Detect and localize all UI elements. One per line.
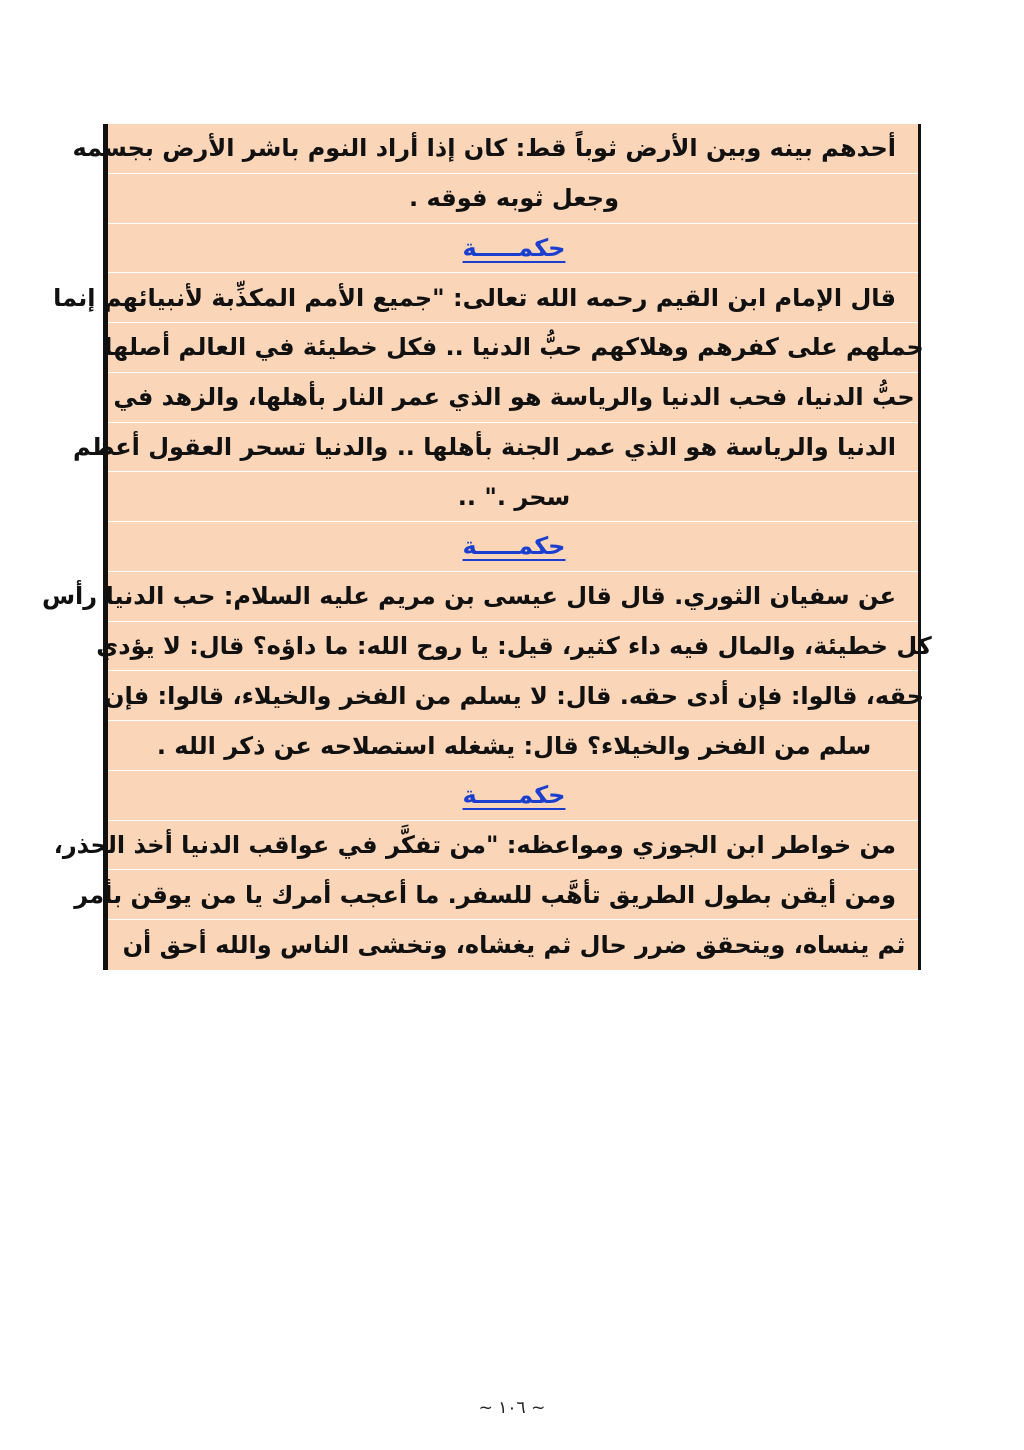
line-text: حبُّ الدنيا، فحب الدنيا والرياسة هو الذي عمر النار بأهلها، والزهد في: [113, 383, 915, 412]
text-line: [103, 671, 925, 721]
text-line: [74, 870, 918, 920]
line-text: ثم ينساه، ويتحقق ضرر حال ثم يغشاه، وتخشى الناس والله أحق أن: [122, 931, 906, 960]
line-text: من خواطر ابن الجوزي ومواعظه: "من تفكَّر في عواقب الدنيا أخذ الحذر،: [53, 831, 896, 860]
text-panel: [41, 124, 932, 970]
text-line: [53, 821, 918, 871]
line-text: الدنيا والرياسة هو الذي عمر الجنة بأهلها .. والدنيا تسحر العقول أعظم: [73, 432, 896, 461]
heading-link[interactable]: حكمـــــة: [462, 532, 566, 561]
line-text: حقه، قالوا: فإن أدى حقه. قال: لا يسلم من الفخر والخيلاء، قالوا: فإن: [103, 681, 925, 710]
line-text: وجعل ثوبه فوقه .: [408, 184, 620, 213]
section-heading[interactable]: [108, 224, 918, 274]
line-text: أحدهم بينه وبين الأرض ثوباً قط: كان إذا أراد النوم باشر الأرض بجسمه: [72, 134, 896, 163]
line-text: حملهم على كفرهم وهلاكهم حبُّ الدنيا .. فكل خطيئة في العالم أصلها: [104, 333, 924, 362]
text-line: [108, 174, 918, 224]
line-text: سحر ." ..: [457, 482, 571, 511]
line-text: ومن أيقن بطول الطريق تأهَّب للسفر. ما أعجب أمرك يا من يوقن بأمر: [74, 880, 896, 909]
line-text: سلم من الفخر والخيلاء؟ قال: يشغله استصلاحه عن ذكر الله .: [156, 731, 872, 760]
text-line: [104, 323, 924, 373]
line-text: عن سفيان الثوري. قال قال عيسى بن مريم عليه السلام: حب الدنيا رأس: [41, 582, 896, 611]
text-line: [108, 373, 918, 423]
text-line: [96, 622, 932, 672]
text-line: [72, 124, 918, 174]
text-line: [108, 920, 918, 970]
section-heading[interactable]: [108, 522, 918, 572]
text-line: [53, 273, 918, 323]
text-line: [108, 721, 918, 771]
line-text: قال الإمام ابن القيم رحمه الله تعالى: "جميع الأمم المكذِّبة لأنبيائهم إنما: [53, 283, 896, 312]
heading-link[interactable]: حكمـــــة: [462, 781, 566, 810]
line-text: كل خطيئة، والمال فيه داء كثير، قيل: يا روح الله: ما داؤه؟ قال: لا يؤدي: [96, 632, 932, 661]
section-heading[interactable]: [108, 771, 918, 821]
page-number: ~ ١٠٦ ~: [478, 1398, 546, 1418]
text-line: [108, 472, 918, 522]
text-line: [41, 572, 918, 622]
text-line: [73, 423, 918, 473]
heading-link[interactable]: حكمـــــة: [462, 233, 566, 262]
